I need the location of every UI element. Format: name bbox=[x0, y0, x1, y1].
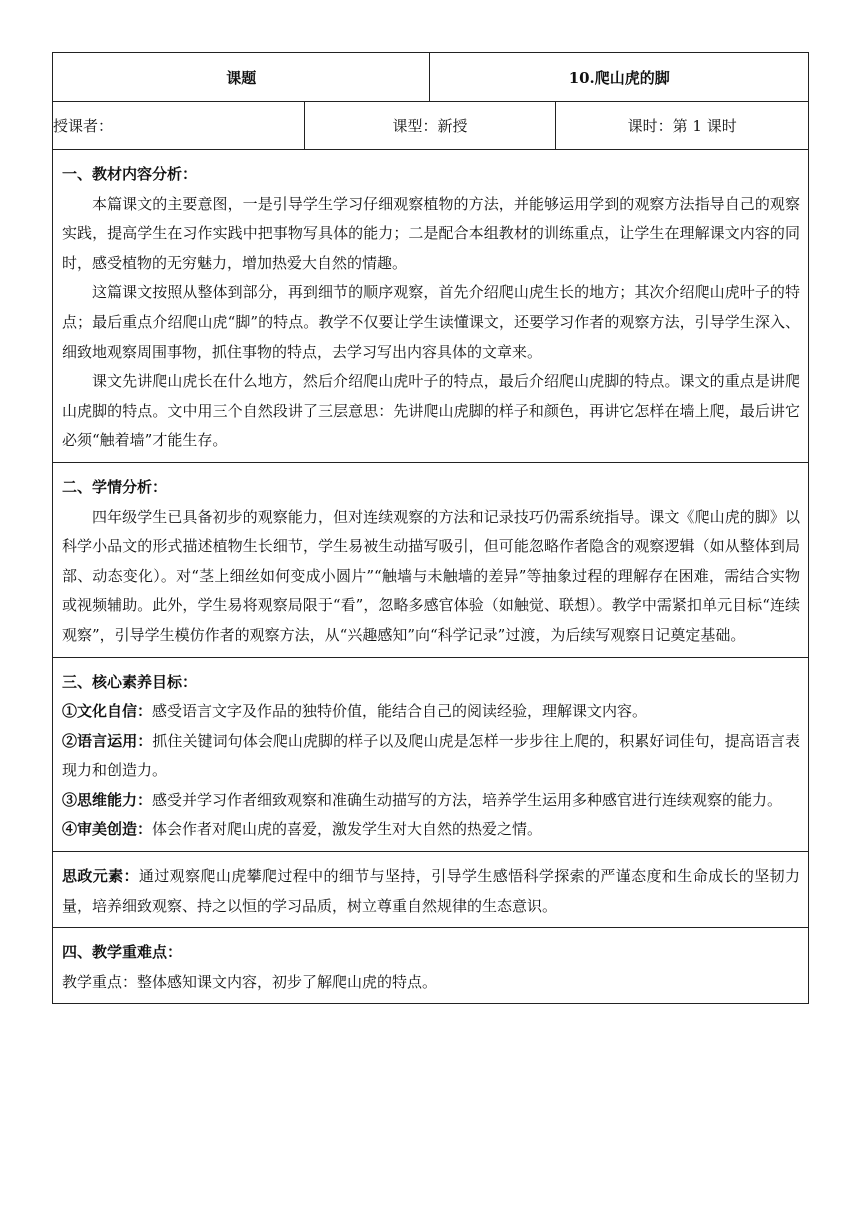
material-paragraph-3: 课文先讲爬山虎长在什么地方，然后介绍爬山虎叶子的特点，最后介绍爬山虎脚的特点。课文的重点是讲爬山虎脚的特点。文中用三个自然段讲了三层意思：先讲爬山虎脚的样子和颜色，再讲它怎样在墙上爬，最后讲它必须“触着墙”才能生存。 bbox=[62, 372, 800, 450]
ideology-section bbox=[53, 852, 808, 927]
material-paragraph-2: 这篇课文按照从整体到部分，再到细节的顺序观察，首先介绍爬山虎生长的地方；其次介绍爬山虎叶子的特点；最后重点介绍爬山虎“脚”的特点。教学不仅要让学生读懂课文，还要学习作者的观察方法，引导学生深入、细致地观察周围事物，抓住事物的特点，去学习写出内容具体的文章来。 bbox=[62, 283, 800, 361]
key-points-title: 四、教学重难点： bbox=[62, 943, 183, 962]
key-points-text: 教学重点：整体感知课文内容，初步了解爬山虎的特点。 bbox=[62, 972, 438, 991]
lesson-type-field: 课型：新授 bbox=[304, 102, 556, 150]
goal-item-aesthetic bbox=[62, 815, 800, 845]
learner-analysis-section bbox=[53, 463, 808, 657]
material-analysis-row bbox=[53, 150, 809, 463]
learner-analysis-row bbox=[53, 462, 809, 657]
teacher-field: 授课者： bbox=[53, 102, 305, 150]
ideology-row bbox=[53, 852, 809, 928]
period-field: 课时：第 1 课时 bbox=[556, 102, 809, 150]
goal-label: ②语言运用： bbox=[62, 731, 153, 750]
topic-value: 10.爬山虎的脚 bbox=[430, 53, 809, 102]
topic-row bbox=[53, 53, 809, 102]
learner-analysis-title: 二、学情分析： bbox=[62, 477, 168, 496]
goal-label: ④审美创造： bbox=[62, 820, 153, 839]
goal-text: 体会作者对爬山虎的喜爱，激发学生对大自然的热爱之情。 bbox=[152, 820, 543, 839]
lesson-plan-table bbox=[52, 52, 809, 1004]
goal-item-language bbox=[62, 727, 800, 786]
goal-text: 抓住关键词句体会爬山虎脚的样子以及爬山虎是怎样一步步往上爬的，积累好词佳句，提高语言表现力和创造力。 bbox=[62, 731, 800, 780]
ideology-text: 通过观察爬山虎攀爬过程中的细节与坚持，引导学生感悟科学探索的严谨态度和生命成长的坚韧力量，培养细致观察、持之以恒的学习品质，树立尊重自然规律的生态意识。 bbox=[62, 867, 800, 915]
core-goals-section bbox=[53, 658, 808, 852]
goal-item-thinking bbox=[62, 786, 800, 816]
learner-analysis-paragraph: 四年级学生已具备初步的观察能力，但对连续观察的方法和记录技巧仍需系统指导。课文《爬山虎的脚》以科学小品文的形式描述植物生长细节，学生易被生动描写吸引，但可能忽略作者隐含的观察逻辑（如从整体到局部、动态变化）。对“茎上细丝如何变成小圆片”“触墙与未触墙的差异”等抽象过程的理解存在困难，需结合实物或视频辅助。此外，学生易将观察局限于“看”，忽略多感官体验（如触觉、联想）。教学中需紧扣单元目标“连续观察”，引导学生模仿作者的观察方法，从“兴趣感知”向“科学记录”过渡，为后续写观察日记奠定基础。 bbox=[62, 507, 800, 644]
key-points-row bbox=[53, 928, 809, 1004]
material-analysis-section bbox=[53, 150, 808, 462]
topic-label: 课题 bbox=[53, 53, 430, 102]
core-goals-row bbox=[53, 657, 809, 852]
core-goals-title: 三、核心素养目标： bbox=[62, 672, 198, 691]
info-row bbox=[53, 102, 809, 150]
ideology-label: 思政元素： bbox=[62, 867, 139, 886]
goal-text: 感受并学习作者细致观察和准确生动描写的方法，培养学生运用多种感官进行连续观察的能力。 bbox=[152, 790, 783, 809]
material-analysis-title: 一、教材内容分析： bbox=[62, 165, 198, 183]
key-points-section bbox=[53, 928, 808, 1003]
goal-text: 感受语言文字及作品的独特价值，能结合自己的阅读经验，理解课文内容。 bbox=[152, 702, 648, 721]
goal-item-culture bbox=[62, 697, 800, 727]
goal-label: ①文化自信： bbox=[62, 702, 153, 721]
material-paragraph-1: 本篇课文的主要意图，一是引导学生学习仔细观察植物的方法，并能够运用学到的观察方法指导自己的观察实践，提高学生在习作实践中把事物写具体的能力；二是配合本组教材的训练重点，让学生在理解课文内容的同时，感受植物的无穷魅力，增加热爱大自然的情趣。 bbox=[62, 194, 800, 272]
goal-label: ③思维能力： bbox=[62, 790, 153, 809]
